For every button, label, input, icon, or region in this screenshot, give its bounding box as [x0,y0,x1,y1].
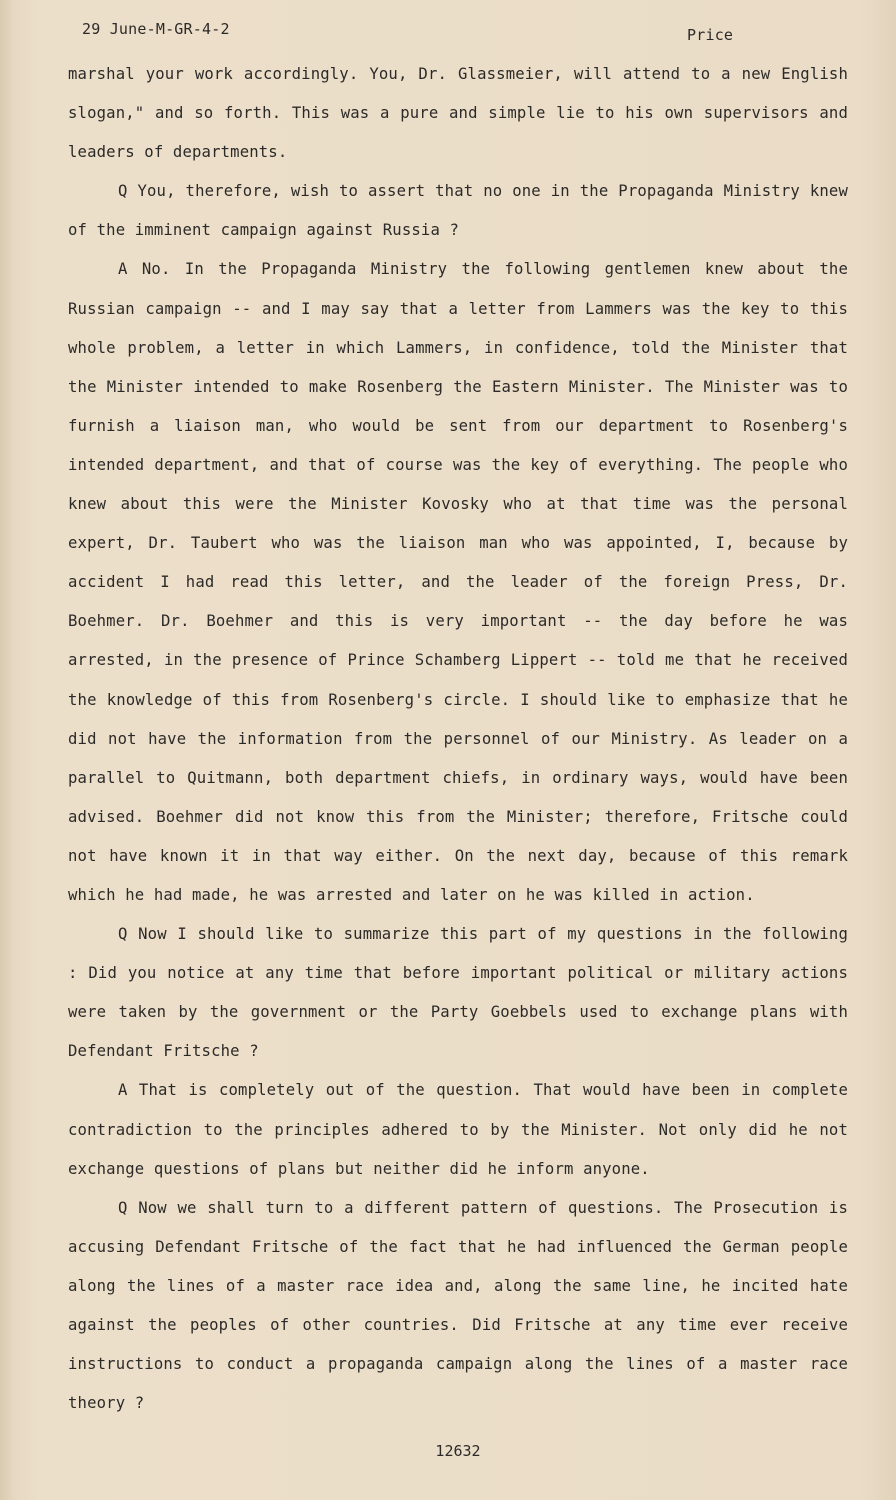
reporter-name: Price [687,26,734,44]
paragraph-question: Q You, therefore, wish to assert that no one in the Propaganda Ministry knew of the imminent campaign against Russia ? [68,182,848,240]
paragraph-continuation: marshal your work accordingly. You, Dr. Glassmeier, will attend to a new English slogan," and so forth. This was a pure and simple lie to his own supervisors and leaders of departments. [68,65,848,162]
paragraph-answer: A No. In the Propaganda Ministry the following gentlemen knew about the Russian campaign -- and I may say that a letter from Lammers was the key to this whole problem, a letter in which Lammers, in confidence, told the Minister that the Minister intended to make Rosenberg the Eastern Minister. The Minister was to furnish a liaison man, who would be sent from our department to Rosenberg's intended department, and that of course was the key of everything. The people who knew about this were the Minister Kovosky who at that time was the personal expert, Dr. Taubert who was the liaison man who was appointed, I, because by accident I had read this letter, and the leader of the foreign Press, Dr. Boehmer. Dr. Boehmer and this is very important -- the day before he was arrested, in the presence of Prince Schamberg Lippert -- told me that he received the knowledge of this from Rosenberg's circle. I should like to emphasize that he did not have the information from the personnel of our Ministry. As leader on a parallel to Quitmann, both department chiefs, in ordinary ways, would have been advised. Boehmer did not know this from the Minister; therefore, Fritsche could not have known it in that way either. On the next day, because of this remark which he had made, he was arrested and later on he was killed in action. [68,260,848,904]
paragraph-answer: A That is completely out of the question. That would have been in complete contradiction to the principles adhered to by the Minister. Not only did he not exchange questions of plans but neither did he inform anyone. [68,1081,848,1178]
paragraph-question: Q Now we shall turn to a different pattern of questions. The Prosecution is accusing Defendant Fritsche of the fact that he had influenced the German people along the lines of a master race idea and, along the same line, he incited hate against the peoples of other countries. Did Fritsche at any time ever receive instructions to conduct a propaganda campaign along the lines of a master race theory ? [68,1198,848,1413]
page-footer [0,1442,896,1460]
transcript-body [68,55,848,1423]
paragraph-question: Q Now I should like to summarize this part of my questions in the following : Did you notice at any time that before important political or military actions were taken by the government or the Party Goebbels used to exchange plans with Defendant Fritsche ? [68,925,848,1061]
transcript-reference: 29 June-M-GR-4-2 [82,20,230,38]
page-number: 12632 [435,1442,481,1460]
